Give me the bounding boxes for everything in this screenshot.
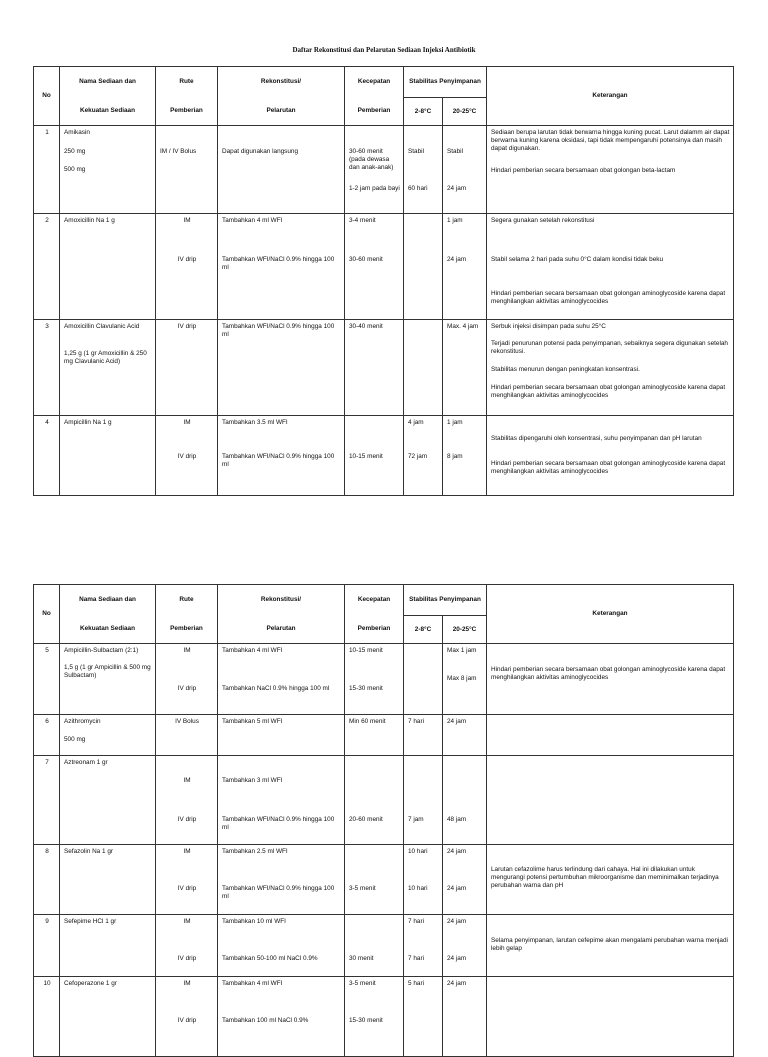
row-route: IM IV drip [156,977,218,1057]
header-rekonstitusi: Rekonstitusi/ Pelarutan [218,585,345,644]
header-suhu-ruang: 20-25°C [443,616,487,644]
document-title: Daftar Rekonstitusi dan Pelarutan Sediaan Injeksi Antibiotik [292,46,476,54]
row-speed: 3-5 menit 15-30 menit [345,977,404,1057]
row-note [487,756,734,845]
header-stabilitas: Stabilitas Penyimpanan [404,67,487,98]
table-row [34,845,734,915]
row-recon: Tambahkan 5 ml WFI [218,715,345,756]
row-no: 2 [34,214,60,320]
row-no: 8 [34,845,60,915]
row-note [487,715,734,756]
row-note: Segera gunakan setelah rekonstitusi Stabil selama 2 hari pada suhu 0°C dalam kondisi tidak beku Hindari pemberian secara bersamaan obat golongan aminoglycoside karena dapat menghilangkan aktivitas aminoglycocides [487,214,734,320]
row-cold [404,320,443,416]
row-room: 24 jam 24 jam [443,845,487,915]
row-cold: Stabil 60 hari [404,126,443,214]
row-name: Ampicillin Na 1 g [60,416,156,496]
table-row [34,644,734,715]
header-stabilitas: Stabilitas Penyimpanan [404,585,487,616]
row-cold [404,214,443,320]
row-cold: 10 hari 10 hari [404,845,443,915]
antibiotic-table-1 [33,66,734,496]
table-row [34,126,734,214]
table-row [34,715,734,756]
row-recon: Tambahkan 10 ml WFI Tambahkan 50-100 ml NaCl 0.9% [218,915,345,977]
row-name: Sefepime HCl 1 gr [60,915,156,977]
row-room: 1 jam 24 jam [443,214,487,320]
row-no: 10 [34,977,60,1057]
row-no: 7 [34,756,60,845]
row-cold: 7 hari 7 hari [404,915,443,977]
row-no: 9 [34,915,60,977]
row-no: 3 [34,320,60,416]
row-speed: 10-15 menit 15-30 menit [345,644,404,715]
row-cold [404,644,443,715]
row-room: Max 1 jam Max 8 jam [443,644,487,715]
row-speed: 30-40 menit [345,320,404,416]
row-route: IM / IV Bolus [156,126,218,214]
antibiotic-table-2 [33,584,734,1057]
row-route: IM IV drip [156,915,218,977]
row-room: Stabil 24 jam [443,126,487,214]
header-nama: Nama Sediaan dan Kekuatan Sediaan [60,67,156,126]
row-name: Ampicillin-Sulbactam (2:1) 1,5 g (1 gr Ampicillin & 500 mg Sulbactam) [60,644,156,715]
header-rute: Rute Pemberian [156,67,218,126]
row-route: IM IV drip [156,756,218,845]
row-no: 1 [34,126,60,214]
row-note: Stabilitas dipengaruhi oleh konsentrasi, suhu penyimpanan dan pH larutan Hindari pemberian secara bersamaan obat golongan aminoglycoside karena dapat menghilangkan aktivitas aminoglycocides [487,416,734,496]
row-no: 6 [34,715,60,756]
table-row [34,915,734,977]
row-speed: 20-60 menit [345,756,404,845]
header-keterangan: Keterangan [487,585,734,644]
header-rute: Rute Pemberian [156,585,218,644]
row-no: 5 [34,644,60,715]
row-speed: Min 60 menit [345,715,404,756]
row-note: Hindari pemberian secara bersamaan obat golongan aminoglycoside karena dapat menghilangkan aktivitas aminoglycocides [487,644,734,715]
row-speed: 10-15 menit [345,416,404,496]
row-recon: Tambahkan 2.5 ml WFI Tambahkan WFI/NaCl 0.9% hingga 100 ml [218,845,345,915]
row-route: IM IV drip [156,214,218,320]
table-row [34,416,734,496]
row-name: Aztreonam 1 gr [60,756,156,845]
row-note: Serbuk injeksi disimpan pada suhu 25°C Terjadi penurunan potensi pada penyimpanan, sebaiknya segera digunakan setelah rekonstitusi. Stabilitas menurun dengan peningkatan konsentrasi. Hindari pemberian secara bersamaan obat golongan aminoglycoside karena dapat menghilangkan aktivitas aminoglycocides [487,320,734,416]
row-recon: Tambahkan 4 ml WFI Tambahkan NaCl 0.9% hingga 100 ml [218,644,345,715]
header-kecepatan: Kecepatan Pemberian [345,67,404,126]
header-no: No [34,585,60,644]
row-route: IM IV drip [156,845,218,915]
row-note: Larutan cefazolime harus terlindung dari cahaya. Hal ini dilakukan untuk mengurangi potensi pertumbuhan mikroorganisme dan meminimalkan terjadinya perubahan warna dan pH [487,845,734,915]
row-room: Max. 4 jam [443,320,487,416]
header-suhu-dingin: 2-8°C [404,616,443,644]
row-name: Amoxicillin Na 1 g [60,214,156,320]
header-no: No [34,67,60,126]
header-keterangan: Keterangan [487,67,734,126]
row-cold: 4 jam 72 jam [404,416,443,496]
header-rekonstitusi: Rekonstitusi/ Pelarutan [218,67,345,126]
row-note [487,977,734,1057]
row-route: IV drip [156,320,218,416]
row-note: Selama penyimpanan, larutan cefepime akan mengalami perubahan warna menjadi lebih gelap [487,915,734,977]
row-recon: Tambahkan 3.5 ml WFI Tambahkan WFI/NaCl 0.9% hingga 100 ml [218,416,345,496]
row-room: 48 jam [443,756,487,845]
row-note: Sediaan berupa larutan tidak berwarna hingga kuning pucat. Larut dalamm air dapat berwarna kuning karena oksidasi, tapi tidak mempengaruhi potensinya dan masih dapat digunakan. Hindari pemberian secara bersamaan obat golongan beta-lactam [487,126,734,214]
header-suhu-dingin: 2-8°C [404,98,443,126]
row-recon: Tambahkan WFI/NaCl 0.9% hingga 100 ml [218,320,345,416]
row-route: IM IV drip [156,644,218,715]
row-cold: 7 jam [404,756,443,845]
header-suhu-ruang: 20-25°C [443,98,487,126]
row-recon: Tambahkan 3 ml WFI Tambahkan WFI/NaCl 0.9% hingga 100 ml [218,756,345,845]
row-name: Azithromycin 500 mg [60,715,156,756]
header-kecepatan: Kecepatan Pemberian [345,585,404,644]
row-room: 1 jam 8 jam [443,416,487,496]
row-room: 24 jam [443,715,487,756]
row-route: IV Bolus [156,715,218,756]
table-row [34,756,734,845]
row-no: 4 [34,416,60,496]
row-recon: Tambahkan 4 ml WFI Tambahkan WFI/NaCl 0.9% hingga 100 ml [218,214,345,320]
row-recon: Tambahkan 4 ml WFI Tambahkan 100 ml NaCl 0.9% [218,977,345,1057]
row-route: IM IV drip [156,416,218,496]
row-speed: 30 menit [345,915,404,977]
row-room: 24 jam 24 jam [443,915,487,977]
row-name: Amikasin 250 mg 500 mg [60,126,156,214]
row-speed: 30-60 menit (pada dewasa dan anak-anak) 1-2 jam pada bayi [345,126,404,214]
row-recon: Dapat digunakan langsung [218,126,345,214]
row-cold: 5 hari [404,977,443,1057]
row-name: Amoxicillin Clavulanic Acid 1,25 g (1 gr Amoxicillin & 250 mg Clavulanic Acid) [60,320,156,416]
table-row [34,320,734,416]
row-cold: 7 hari [404,715,443,756]
header-nama: Nama Sediaan dan Kekuatan Sediaan [60,585,156,644]
row-speed: 3-5 menit [345,845,404,915]
row-name: Cefoperazone 1 gr [60,977,156,1057]
row-name: Sefazolin Na 1 gr [60,845,156,915]
table-row [34,214,734,320]
row-speed: 3-4 menit 30-60 menit [345,214,404,320]
table-row [34,977,734,1057]
row-room: 24 jam [443,977,487,1057]
